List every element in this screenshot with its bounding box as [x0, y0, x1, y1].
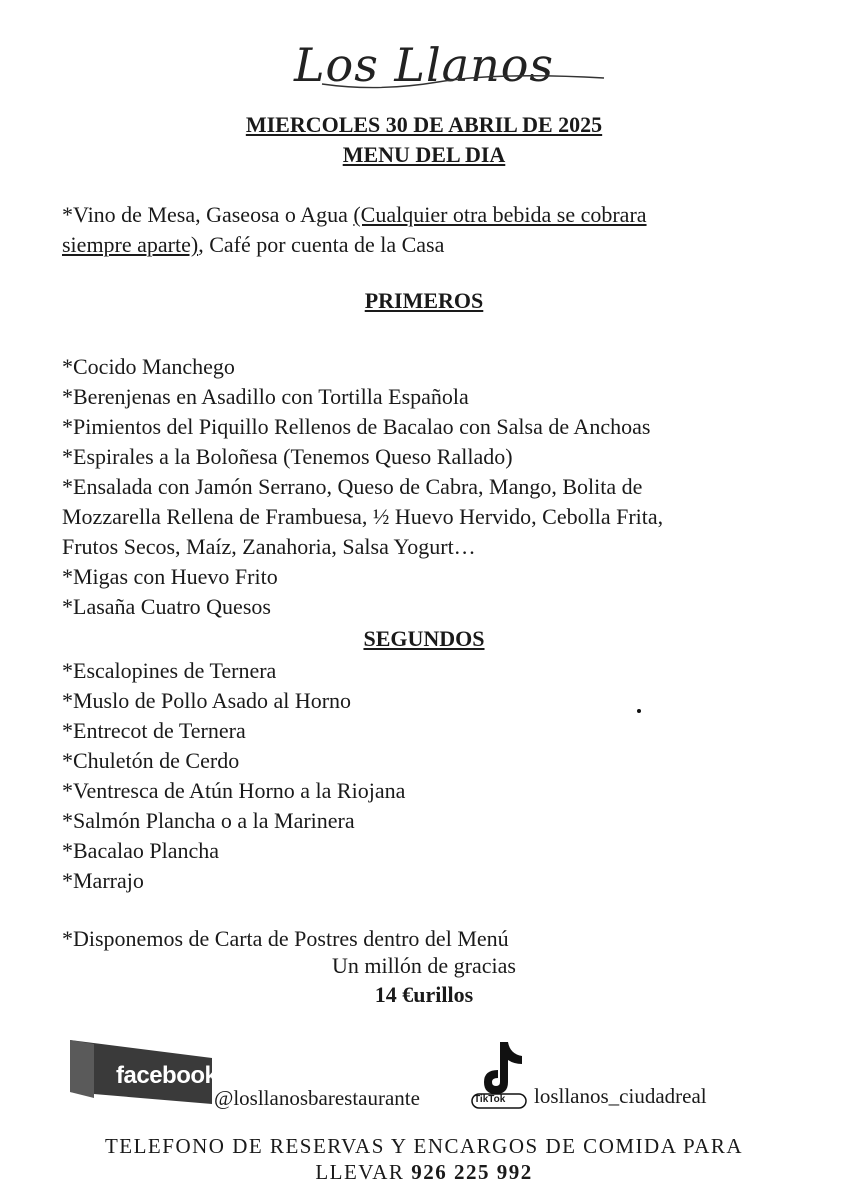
list-item: Frutos Secos, Maíz, Zanahoria, Salsa Yogurt…: [62, 534, 476, 559]
list-item: *Bacalao Plancha: [62, 838, 219, 863]
drinks-text: *Vino de Mesa, Gaseosa o Agua: [62, 202, 354, 227]
logo-swash-decoration: [318, 62, 608, 92]
list-item: *Muslo de Pollo Asado al Horno: [62, 688, 352, 713]
menu-title: MENU DEL DIA: [342, 142, 506, 167]
list-item: Mozzarella Rellena de Frambuesa, ½ Huevo Hervido, Cebolla Frita,: [62, 504, 664, 529]
drinks-note: (Cualquier otra bebida se cobrara: [353, 202, 647, 227]
facebook-handle[interactable]: @losllanosbarestaurante: [214, 1086, 420, 1110]
list-item: *Espirales a la Boloñesa (Tenemos Queso Rallado): [62, 444, 513, 469]
segundos-list: [62, 656, 405, 896]
list-item: *Escalopines de Ternera: [62, 658, 277, 683]
primeros-heading: PRIMEROS: [364, 288, 484, 313]
list-item: *Salmón Plancha o a la Marinera: [62, 808, 355, 833]
phone-number[interactable]: 926 225 992: [411, 1160, 533, 1184]
menu-price: 14 €urillos: [374, 982, 474, 1007]
list-item: *Migas con Huevo Frito: [62, 564, 278, 589]
reservations-line: TELEFONO DE RESERVAS Y ENCARGOS DE COMIDA PARA: [104, 1134, 744, 1158]
list-item: *Pimientos del Piquillo Rellenos de Bacalao con Salsa de Anchoas: [62, 414, 651, 439]
thanks-text: Un millón de gracias: [332, 953, 516, 978]
list-item: *Berenjenas en Asadillo con Tortilla Española: [62, 384, 469, 409]
drinks-line-1: [62, 200, 647, 230]
segundos-heading: SEGUNDOS: [363, 626, 485, 651]
tiktok-handle[interactable]: losllanos_ciudadreal: [534, 1084, 707, 1108]
list-item: *Lasaña Cuatro Quesos: [62, 594, 271, 619]
primeros-list: [62, 352, 663, 622]
list-item: *Marrajo: [62, 868, 144, 893]
takeaway-label: LLEVAR: [315, 1160, 412, 1184]
speck-mark: [637, 709, 641, 713]
tiktok-logo-text: TikTok: [474, 1094, 506, 1105]
drinks-line-2: [62, 230, 444, 260]
list-item: *Chuletón de Cerdo: [62, 748, 240, 773]
list-item: *Ensalada con Jamón Serrano, Queso de Cabra, Mango, Bolita de: [62, 474, 643, 499]
takeaway-line: [0, 1160, 848, 1185]
list-item: *Entrecot de Ternera: [62, 718, 246, 743]
coffee-text: , Café por cuenta de la Casa: [198, 232, 445, 257]
menu-date: MIERCOLES 30 DE ABRIL DE 2025: [245, 112, 603, 137]
facebook-logo-text: facebook: [116, 1062, 218, 1089]
postres-note: *Disponemos de Carta de Postres dentro del Menú: [62, 926, 509, 951]
drinks-note-cont: siempre aparte): [62, 232, 199, 257]
list-item: *Ventresca de Atún Horno a la Riojana: [62, 778, 406, 803]
restaurant-logo: Los Llanos: [293, 38, 555, 92]
list-item: *Cocido Manchego: [62, 354, 235, 379]
